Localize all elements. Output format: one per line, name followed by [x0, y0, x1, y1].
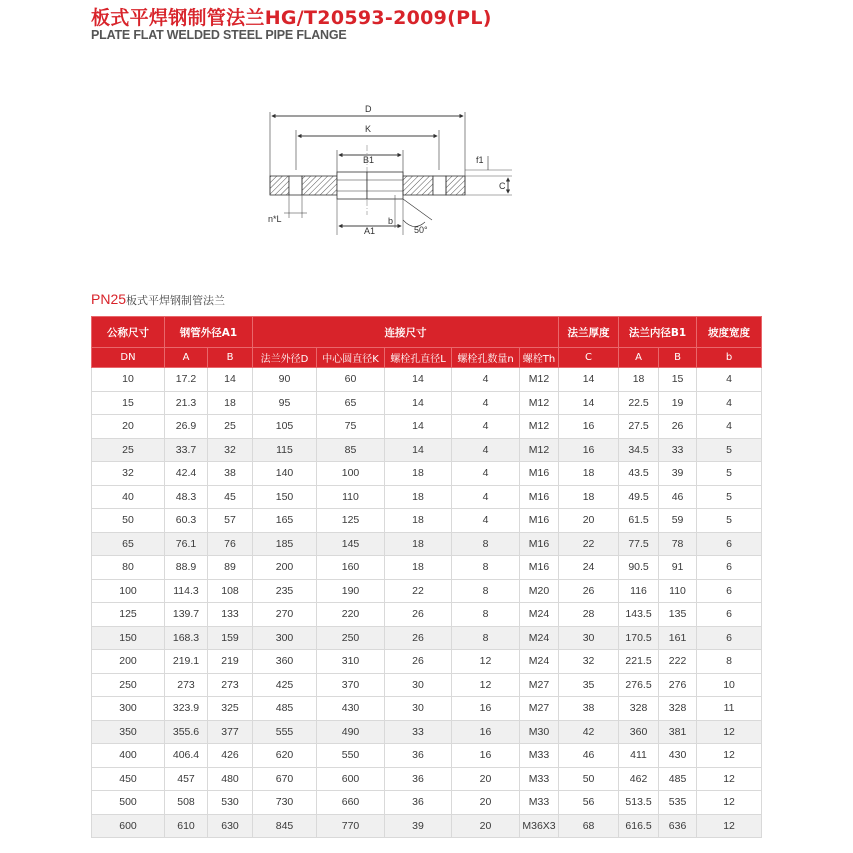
table-cell: 276: [659, 673, 697, 697]
table-cell: 88.9: [165, 556, 208, 580]
table-cell: 18: [619, 368, 659, 392]
table-cell: M24: [520, 626, 559, 650]
table-row: [92, 697, 762, 721]
table-cell: 12: [697, 744, 762, 768]
table-cell: 16: [452, 697, 520, 721]
table-cell: 76: [208, 532, 253, 556]
table-cell: 220: [317, 603, 385, 627]
table-cell: 6: [697, 532, 762, 556]
table-cell: 660: [317, 791, 385, 815]
table-cell: 18: [559, 485, 619, 509]
pressure-class: PN25: [91, 291, 127, 307]
table-cell: 33.7: [165, 438, 208, 462]
table-cell: 65: [92, 532, 165, 556]
table-cell: M12: [520, 391, 559, 415]
table-cell: 19: [659, 391, 697, 415]
table-cell: 33: [659, 438, 697, 462]
table-cell: 115: [253, 438, 317, 462]
table-cell: 65: [317, 391, 385, 415]
column-header: b: [697, 348, 762, 368]
table-cell: 8: [452, 603, 520, 627]
table-cell: 381: [659, 720, 697, 744]
table-cell: 30: [559, 626, 619, 650]
table-cell: 328: [619, 697, 659, 721]
table-cell: 33: [385, 720, 452, 744]
table-cell: 4: [452, 391, 520, 415]
table-cell: 4: [452, 438, 520, 462]
table-cell: 462: [619, 767, 659, 791]
table-cell: 350: [92, 720, 165, 744]
table-row: [92, 391, 762, 415]
table-row: [92, 556, 762, 580]
table-cell: M33: [520, 767, 559, 791]
table-cell: 39: [385, 814, 452, 838]
table-cell: 845: [253, 814, 317, 838]
table-cell: 48.3: [165, 485, 208, 509]
table-cell: 400: [92, 744, 165, 768]
column-header: DN: [92, 348, 165, 368]
table-cell: 68: [559, 814, 619, 838]
table-cell: 610: [165, 814, 208, 838]
table-cell: 160: [317, 556, 385, 580]
table-cell: 310: [317, 650, 385, 674]
table-cell: 22.5: [619, 391, 659, 415]
table-cell: 12: [697, 791, 762, 815]
table-cell: 185: [253, 532, 317, 556]
column-header: 法兰外径D: [253, 348, 317, 368]
table-cell: 108: [208, 579, 253, 603]
table-cell: 42.4: [165, 462, 208, 486]
table-cell: 35: [559, 673, 619, 697]
table-cell: 219.1: [165, 650, 208, 674]
table-cell: 39: [659, 462, 697, 486]
table-cell: 14: [208, 368, 253, 392]
table-cell: 100: [317, 462, 385, 486]
table-cell: M16: [520, 509, 559, 533]
table-row: [92, 603, 762, 627]
table-cell: 300: [92, 697, 165, 721]
table-cell: 18: [208, 391, 253, 415]
table-cell: 12: [697, 720, 762, 744]
table-cell: 5: [697, 462, 762, 486]
table-cell: 143.5: [619, 603, 659, 627]
dim-C: C: [499, 181, 506, 191]
table-cell: 20: [452, 814, 520, 838]
table-row: [92, 438, 762, 462]
table-cell: 190: [317, 579, 385, 603]
table-cell: 6: [697, 626, 762, 650]
table-cell: 28: [559, 603, 619, 627]
dim-B1: B1: [363, 155, 375, 165]
table-cell: M16: [520, 485, 559, 509]
table-cell: 76.1: [165, 532, 208, 556]
table-cell: 25: [208, 415, 253, 439]
table-cell: 34.5: [619, 438, 659, 462]
table-cell: 4: [452, 415, 520, 439]
table-cell: 8: [452, 626, 520, 650]
table-row: [92, 532, 762, 556]
table-cell: 30: [385, 673, 452, 697]
table-row: [92, 814, 762, 838]
table-cell: 50: [559, 767, 619, 791]
table-cell: 513.5: [619, 791, 659, 815]
table-cell: 425: [253, 673, 317, 697]
table-cell: 85: [317, 438, 385, 462]
table-cell: M24: [520, 603, 559, 627]
table-cell: 90: [253, 368, 317, 392]
table-cell: 20: [452, 791, 520, 815]
table-cell: 168.3: [165, 626, 208, 650]
table-cell: 600: [92, 814, 165, 838]
column-header: 螺栓孔数量n: [452, 348, 520, 368]
table-cell: 17.2: [165, 368, 208, 392]
table-cell: 15: [92, 391, 165, 415]
table-row: [92, 462, 762, 486]
table-cell: M27: [520, 697, 559, 721]
table-cell: 508: [165, 791, 208, 815]
table-cell: 30: [385, 697, 452, 721]
dim-angle: 50°: [414, 225, 428, 235]
table-cell: 4: [697, 391, 762, 415]
table-cell: M24: [520, 650, 559, 674]
table-cell: 14: [385, 391, 452, 415]
column-header: A: [619, 348, 659, 368]
table-cell: 145: [317, 532, 385, 556]
table-cell: 616.5: [619, 814, 659, 838]
table-cell: 490: [317, 720, 385, 744]
table-cell: 12: [452, 650, 520, 674]
table-cell: 430: [317, 697, 385, 721]
table-cell: 43.5: [619, 462, 659, 486]
table-cell: 20: [92, 415, 165, 439]
table-cell: 36: [385, 767, 452, 791]
table-cell: 8: [697, 650, 762, 674]
dim-b: b: [388, 216, 394, 226]
table-cell: 12: [697, 814, 762, 838]
table-cell: 26.9: [165, 415, 208, 439]
table-cell: 116: [619, 579, 659, 603]
table-cell: 5: [697, 509, 762, 533]
table-cell: 36: [385, 791, 452, 815]
table-cell: 20: [452, 767, 520, 791]
table-cell: 45: [208, 485, 253, 509]
table-cell: 10: [697, 673, 762, 697]
table-cell: 20: [559, 509, 619, 533]
dim-D: D: [365, 104, 372, 114]
table-cell: 5: [697, 438, 762, 462]
table-cell: 450: [92, 767, 165, 791]
table-cell: 49.5: [619, 485, 659, 509]
table-cell: 4: [452, 462, 520, 486]
table-cell: 125: [317, 509, 385, 533]
table-cell: 323.9: [165, 697, 208, 721]
table-cell: 480: [208, 767, 253, 791]
table-cell: 14: [559, 368, 619, 392]
table-row: [92, 368, 762, 392]
table-cell: 485: [253, 697, 317, 721]
table-cell: 140: [253, 462, 317, 486]
column-header: 螺栓Th: [520, 348, 559, 368]
column-header: C: [559, 348, 619, 368]
table-cell: 22: [559, 532, 619, 556]
table-row: [92, 720, 762, 744]
table-cell: 670: [253, 767, 317, 791]
table-cell: 161: [659, 626, 697, 650]
table-cell: 165: [253, 509, 317, 533]
table-cell: 6: [697, 603, 762, 627]
table-cell: 11: [697, 697, 762, 721]
column-header: 中心圆直径K: [317, 348, 385, 368]
table-cell: 59: [659, 509, 697, 533]
table-cell: 273: [208, 673, 253, 697]
table-cell: 150: [253, 485, 317, 509]
table-cell: 105: [253, 415, 317, 439]
table-cell: 159: [208, 626, 253, 650]
table-cell: 27.5: [619, 415, 659, 439]
table-cell: 89: [208, 556, 253, 580]
table-cell: M16: [520, 532, 559, 556]
table-cell: 16: [452, 744, 520, 768]
table-cell: 200: [92, 650, 165, 674]
group-dn: 公称尺寸: [92, 317, 165, 348]
table-cell: 46: [559, 744, 619, 768]
table-cell: 170.5: [619, 626, 659, 650]
table-cell: 250: [92, 673, 165, 697]
column-header-row: [92, 348, 762, 368]
table-cell: 14: [385, 415, 452, 439]
table-cell: 530: [208, 791, 253, 815]
table-cell: 38: [559, 697, 619, 721]
table-cell: 57: [208, 509, 253, 533]
table-cell: 5: [697, 485, 762, 509]
table-cell: 406.4: [165, 744, 208, 768]
table-cell: M12: [520, 415, 559, 439]
table-cell: 250: [317, 626, 385, 650]
table-cell: 328: [659, 697, 697, 721]
column-header: A: [165, 348, 208, 368]
table-cell: 14: [559, 391, 619, 415]
table-cell: 10: [92, 368, 165, 392]
table-cell: 4: [452, 485, 520, 509]
table-cell: 133: [208, 603, 253, 627]
table-row: [92, 485, 762, 509]
table-cell: 26: [385, 650, 452, 674]
table-cell: 360: [619, 720, 659, 744]
table-cell: 38: [208, 462, 253, 486]
table-cell: 26: [385, 603, 452, 627]
table-cell: M16: [520, 556, 559, 580]
table-cell: 270: [253, 603, 317, 627]
table-cell: M33: [520, 744, 559, 768]
table-row: [92, 650, 762, 674]
table-cell: 273: [165, 673, 208, 697]
table-cell: 300: [253, 626, 317, 650]
table-cell: 22: [385, 579, 452, 603]
table-row: [92, 673, 762, 697]
table-cell: 61.5: [619, 509, 659, 533]
table-cell: 370: [317, 673, 385, 697]
table-cell: 485: [659, 767, 697, 791]
table-cell: 550: [317, 744, 385, 768]
table-cell: 457: [165, 767, 208, 791]
table-cell: 150: [92, 626, 165, 650]
table-cell: 114.3: [165, 579, 208, 603]
table-cell: 219: [208, 650, 253, 674]
table-cell: 730: [253, 791, 317, 815]
table-cell: M12: [520, 438, 559, 462]
column-header: B: [659, 348, 697, 368]
dim-K: K: [365, 124, 372, 134]
table-cell: 636: [659, 814, 697, 838]
dim-A1: A1: [364, 226, 376, 236]
table-cell: 377: [208, 720, 253, 744]
table-cell: 221.5: [619, 650, 659, 674]
table-cell: 4: [452, 368, 520, 392]
table-cell: 50: [92, 509, 165, 533]
table-cell: 90.5: [619, 556, 659, 580]
table-cell: 18: [385, 509, 452, 533]
group-pipe-od: 钢管外径A1: [165, 317, 253, 348]
table-cell: 4: [697, 368, 762, 392]
column-header: B: [208, 348, 253, 368]
table-cell: 60: [317, 368, 385, 392]
table-cell: 770: [317, 814, 385, 838]
table-cell: 18: [385, 485, 452, 509]
table-cell: 16: [559, 438, 619, 462]
table-cell: 4: [697, 415, 762, 439]
table-cell: 91: [659, 556, 697, 580]
dim-nL: n*L: [268, 214, 282, 224]
table-cell: 620: [253, 744, 317, 768]
table-cell: 6: [697, 556, 762, 580]
table-cell: 18: [385, 532, 452, 556]
table-cell: 77.5: [619, 532, 659, 556]
table-cell: 630: [208, 814, 253, 838]
table-cell: 12: [697, 767, 762, 791]
table-cell: M16: [520, 462, 559, 486]
table-cell: 135: [659, 603, 697, 627]
table-cell: 426: [208, 744, 253, 768]
table-cell: 40: [92, 485, 165, 509]
group-connection: 连接尺寸: [253, 317, 559, 348]
table-cell: M12: [520, 368, 559, 392]
table-cell: 26: [385, 626, 452, 650]
table-cell: 14: [385, 368, 452, 392]
page-title: 板式平焊钢制管法兰HG/T20593-2009(PL): [91, 7, 492, 29]
column-header: 螺栓孔直径L: [385, 348, 452, 368]
table-cell: 16: [559, 415, 619, 439]
table-row: [92, 579, 762, 603]
table-cell: 139.7: [165, 603, 208, 627]
table-cell: 18: [385, 556, 452, 580]
table-cell: 276.5: [619, 673, 659, 697]
table-body: [92, 368, 762, 838]
section-subtitle: [91, 289, 225, 308]
table-row: [92, 744, 762, 768]
table-cell: 125: [92, 603, 165, 627]
table-cell: 600: [317, 767, 385, 791]
table-cell: 110: [659, 579, 697, 603]
table-cell: 32: [208, 438, 253, 462]
table-cell: 360: [253, 650, 317, 674]
table-row: [92, 415, 762, 439]
table-cell: 32: [559, 650, 619, 674]
table-cell: 355.6: [165, 720, 208, 744]
table-cell: 60.3: [165, 509, 208, 533]
flange-spec-table: [91, 316, 762, 838]
table-cell: 555: [253, 720, 317, 744]
table-cell: 411: [619, 744, 659, 768]
table-cell: 42: [559, 720, 619, 744]
table-cell: 26: [559, 579, 619, 603]
group-bevel: 坡度宽度: [697, 317, 762, 348]
table-cell: 78: [659, 532, 697, 556]
table-cell: 15: [659, 368, 697, 392]
table-cell: 6: [697, 579, 762, 603]
table-cell: 14: [385, 438, 452, 462]
page-subtitle-en: PLATE FLAT WELDED STEEL PIPE FLANGE: [91, 28, 347, 42]
table-row: [92, 626, 762, 650]
flange-drawing: [262, 100, 522, 245]
section-name: 板式平焊钢制管法兰: [126, 294, 226, 307]
table-cell: 56: [559, 791, 619, 815]
table-cell: 46: [659, 485, 697, 509]
table-cell: 222: [659, 650, 697, 674]
table-cell: 75: [317, 415, 385, 439]
table-cell: M36X3: [520, 814, 559, 838]
table-cell: 24: [559, 556, 619, 580]
table-cell: 235: [253, 579, 317, 603]
table-cell: M20: [520, 579, 559, 603]
group-thickness: 法兰厚度: [559, 317, 619, 348]
table-cell: 16: [452, 720, 520, 744]
table-cell: 430: [659, 744, 697, 768]
table-cell: 200: [253, 556, 317, 580]
table-cell: M30: [520, 720, 559, 744]
table-cell: 25: [92, 438, 165, 462]
table-cell: 18: [559, 462, 619, 486]
table-cell: 8: [452, 532, 520, 556]
table-cell: 4: [452, 509, 520, 533]
table-cell: 95: [253, 391, 317, 415]
table-cell: 21.3: [165, 391, 208, 415]
table-cell: 18: [385, 462, 452, 486]
table-cell: 100: [92, 579, 165, 603]
table-cell: 32: [92, 462, 165, 486]
table-cell: M27: [520, 673, 559, 697]
table-cell: 110: [317, 485, 385, 509]
table-cell: 26: [659, 415, 697, 439]
table-cell: 8: [452, 556, 520, 580]
group-bore: 法兰内径B1: [619, 317, 697, 348]
dim-f1: f1: [476, 155, 484, 165]
table-row: [92, 791, 762, 815]
table-cell: 12: [452, 673, 520, 697]
table-cell: 8: [452, 579, 520, 603]
table-cell: 36: [385, 744, 452, 768]
table-cell: 80: [92, 556, 165, 580]
table-cell: 325: [208, 697, 253, 721]
table-cell: 535: [659, 791, 697, 815]
table-row: [92, 509, 762, 533]
table-row: [92, 767, 762, 791]
table-cell: M33: [520, 791, 559, 815]
table-cell: 500: [92, 791, 165, 815]
